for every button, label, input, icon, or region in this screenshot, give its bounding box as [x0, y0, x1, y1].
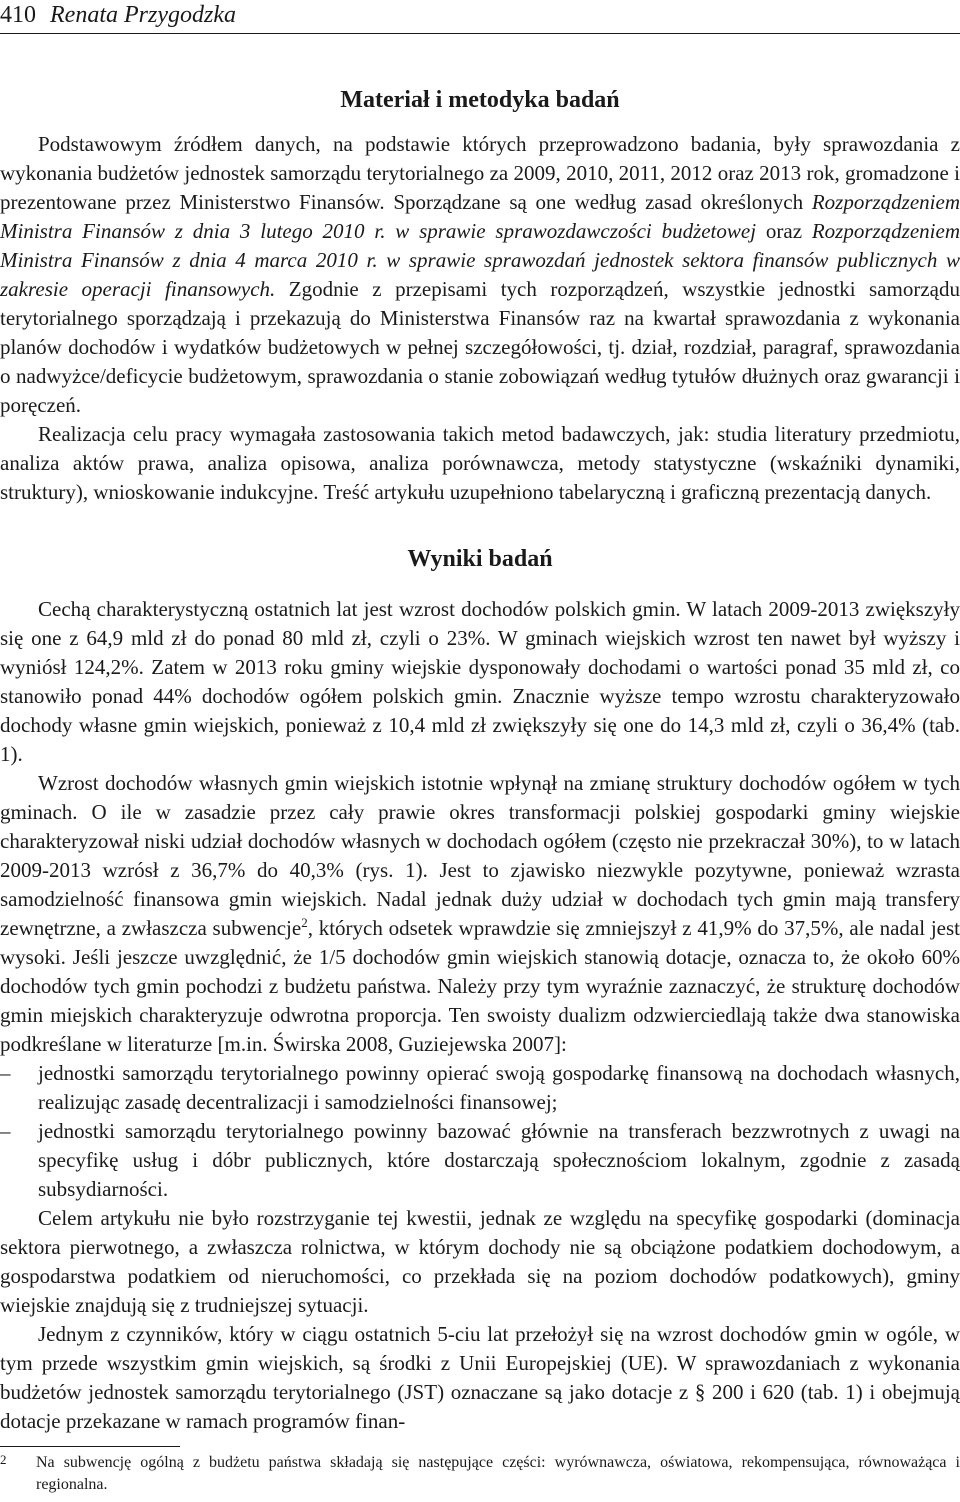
page-number: 410	[0, 2, 36, 28]
paragraph-results-4: Jednym z czynników, który w ciągu ostatnich 5-ciu lat przełożył się na wzrost dochodów gmin w ogóle, w tym przede wszystkim gmin wiejskich, są środki z Unii Europejskiej (UE). W sprawozdaniach z wykonania budżetów jednostek samorządu terytorialnego (JST) oznaczane są jako dotacje z § 200 i 620 (tab. 1) i obejmują dotacje przekazane w ramach programów finan-	[0, 1322, 960, 1433]
text-run: Wzrost dochodów własnych gmin wiejskich istotnie wpłynął na zmianę struktury dochodów ogółem w tych gminach. O ile w zasadzie przez cały prawie okres transformacji polskiej gospodarki gminy wiejskie charakteryzował niski udział dochodów własnych w dochodach ogółem (często nie przekraczał 30%), to w latach 2009-2013 wzrósł z 36,7% do 40,3% (rys. 1). Jest to zjawisko niezwykle pozytywne, ponieważ wzrasta samodzielność finansowa gmin wiejskich. Nadal jednak duży udział w dochodach tych gmin mają transfery zewnętrzne, a zwłaszcza subwencje	[0, 771, 960, 940]
paragraph-methods-1	[0, 130, 960, 420]
footnote	[0, 1452, 960, 1496]
text-run: , których odsetek wprawdzie się zmniejszył z 41,9% do 37,5%, ale nadal jest wysoki. Jeśli jeszcze uwzględnić, że 1/5 dochodów gmin wiejskich stanowią dotacje, oznacza to, że około 60% dochodów tych gmin pochodzi z budżetu państwa. Należy przy tym wyraźnie zaznaczyć, że strukturę dochodów gmin miejskich charakteryzuje odwrotna proporcja. Ten swoisty dualizm odzwierciedlają także dwa stanowiska podkreślane w literaturze [m.in. Świrska 2008, Guziejewska 2007]:	[0, 916, 960, 1056]
paragraph-results-3: Celem artykułu nie było rozstrzyganie tej kwestii, jednak ze względu na specyfikę gospodarki (dominacja sektora pierwotnego, a zwłaszcza rolnictwa, w którym dochody nie są obciążone podatkiem dochodowym, a gospodarstwa podatkiem od nieruchomości, co przekłada się na poziom dochodów podatkowych), gminy wiejskie znajdują się z trudniejszej sytuacji.	[0, 1206, 960, 1317]
text-run: Zgodnie z przepisami tych rozporządzeń, wszystkie jednostki samorządu terytorialnego sporządzają i przekazują do Ministerstwa Finansów raz na kwartał sprawozdania z wykonania planów dochodów i wydatków budżetowych w pełnej szczegółowości, tj. dział, rozdział, paragraf, sprawozdania o nadwyżce/deficycie budżetowym, sprawozdania o stanie zobowiązań według tytułów dłużnych oraz gwarancji i poręczeń.	[0, 277, 960, 417]
author-name: Renata Przygodzka	[50, 2, 236, 28]
list-item	[0, 1117, 960, 1204]
dash-bullet: –	[0, 1119, 11, 1143]
dash-list	[0, 1059, 960, 1204]
running-head	[0, 0, 960, 30]
list-item-text: jednostki samorządu terytorialnego powinny opierać swoją gospodarkę finansową na dochodach własnych, realizując zasadę decentralizacji i samodzielności finansowej;	[38, 1061, 960, 1114]
section-title-methods: Materiał i metodyka badań	[340, 87, 620, 113]
article-body	[0, 84, 960, 1436]
section-title-results: Wyniki badań	[407, 546, 553, 572]
list-item	[0, 1059, 960, 1117]
italic-regulation-1: Rozporządzeniem Ministra Finansów z dnia 3 lutego 2010 r. w sprawie sprawozdawczości budżetowej	[0, 190, 960, 243]
list-item-text: jednostki samorządu terytorialnego powinny bazować głównie na transferach bezzwrotnych z uwagi na specyfikę usług i dóbr publicznych, które dostarczają społecznościom lokalnym, zgodnie z zasadą subsydiarności.	[38, 1119, 960, 1201]
dash-bullet: –	[0, 1061, 11, 1085]
text-run: Podstawowym źródłem danych, na podstawie których przeprowadzono badania, były sprawozdania z wykonania budżetów jednostek samorządu terytorialnego za 2009, 2010, 2011, 2012 oraz 2013 rok, gromadzone i prezentowane przez Ministerstwo Finansów. Sporządzane są one według zasad określonych	[0, 132, 960, 214]
italic-regulation-2: Rozporządzeniem Ministra Finansów z dnia 4 marca 2010 r. w sprawie sprawozdań jednostek sektora finansów publicznych w zakresie operacji finansowych.	[0, 219, 960, 301]
text-run: oraz	[756, 219, 812, 243]
header-rule	[0, 33, 960, 34]
paragraph-results-1: Cechą charakterystyczną ostatnich lat jest wzrost dochodów polskich gmin. W latach 2009-2013 zwiększyły się one z 64,9 mld zł do ponad 80 mld zł, czyli o 23%. W gminach wiejskich wzrost ten nawet był wyższy i wyniósł 124,2%. Zatem w 2013 roku gminy wiejskie dysponowały dochodami o wartości ponad 35 mld zł, co stanowiło ponad 44% dochodów ogółem polskich gmin. Znacznie wyższe tempo wzrostu charakteryzowało dochody własne gmin wiejskich, ponieważ z 10,4 mld zł zwiększyły się one do 14,3 mld zł, czyli o 36,4% (tab. 1).	[0, 597, 960, 766]
paragraph-results-2	[0, 769, 960, 1059]
paragraph-methods-2: Realizacja celu pracy wymagała zastosowania takich metod badawczych, jak: studia literatury przedmiotu, analiza aktów prawa, analiza opisowa, analiza porównawcza, metody statystyczne (wskaźniki dynamiki, struktury), wnioskowanie indukcyjne. Treść artykułu uzupełniono tabelaryczną i graficzną prezentacją danych.	[0, 422, 960, 504]
footnote-text: Na subwencję ogólną z budżetu państwa składają się następujące części: wyrównawcza, oświatowa, rekompensująca, równoważąca i regionalna.	[36, 1454, 960, 1493]
footnote-mark: 2	[0, 1452, 7, 1467]
footnote-reference[interactable]: 2	[301, 915, 308, 930]
footnote-rule	[0, 1446, 180, 1447]
